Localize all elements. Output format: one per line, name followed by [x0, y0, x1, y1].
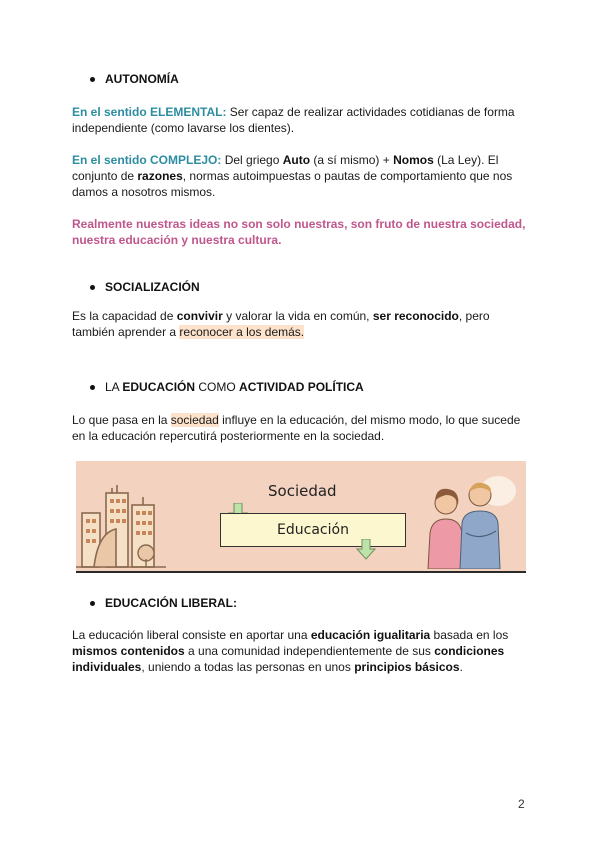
paragraph-socializacion: Es la capacidad de convivir y valorar la vida en común, ser reconocido, pero también aprender a reconocer a los demás.	[72, 309, 490, 339]
heading-educacion-liberal: EDUCACIÓN LIBERAL:	[90, 596, 237, 610]
bullet-icon	[90, 77, 95, 82]
society-education-banner	[76, 461, 526, 573]
paragraph-educacion-liberal: La educación liberal consiste en aportar una educación igualitaria basada en los mismos contenidos a una comunidad independientemente de sus condiciones individuales, uniendo a todas las personas en unos principios básicos.	[72, 628, 509, 674]
arrow-down-icon	[356, 539, 376, 561]
paragraph-sentido-complejo: En el sentido COMPLEJO: Del griego Auto (a sí mismo) + Nomos (La Ley). El conjunto de razones, normas autoimpuestas o pautas de comportamiento que nos damos a nosotros mismos.	[72, 153, 513, 199]
banner-educacion-box: Educación	[220, 513, 406, 547]
bullet-icon	[90, 601, 95, 606]
paragraph-sentido-elemental: En el sentido ELEMENTAL: Ser capaz de realizar actividades cotidianas de forma independiente (como lavarse los dientes).	[72, 105, 515, 135]
heading-socializacion: SOCIALIZACIÓN	[90, 280, 200, 294]
bullet-icon	[90, 385, 95, 390]
bullet-icon	[90, 285, 95, 290]
banner-sociedad-label: Sociedad	[268, 482, 337, 500]
people-illustration-icon	[416, 471, 522, 569]
paragraph-educacion-politica: Lo que pasa en la sociedad influye en la educación, del mismo modo, lo que sucede en la educación repercutirá posteriormente en la sociedad.	[72, 413, 521, 443]
paragraph-ideas-highlight: Realmente nuestras ideas no son solo nuestras, son fruto de nuestra sociedad, nuestra educación y nuestra cultura.	[72, 217, 526, 247]
heading-autonomia: AUTONOMÍA	[90, 72, 179, 86]
heading-educacion-politica: LA EDUCACIÓN COMO ACTIVIDAD POLÍTICA	[90, 380, 364, 394]
city-buildings-icon	[76, 483, 166, 569]
page-number: 2	[518, 797, 525, 811]
